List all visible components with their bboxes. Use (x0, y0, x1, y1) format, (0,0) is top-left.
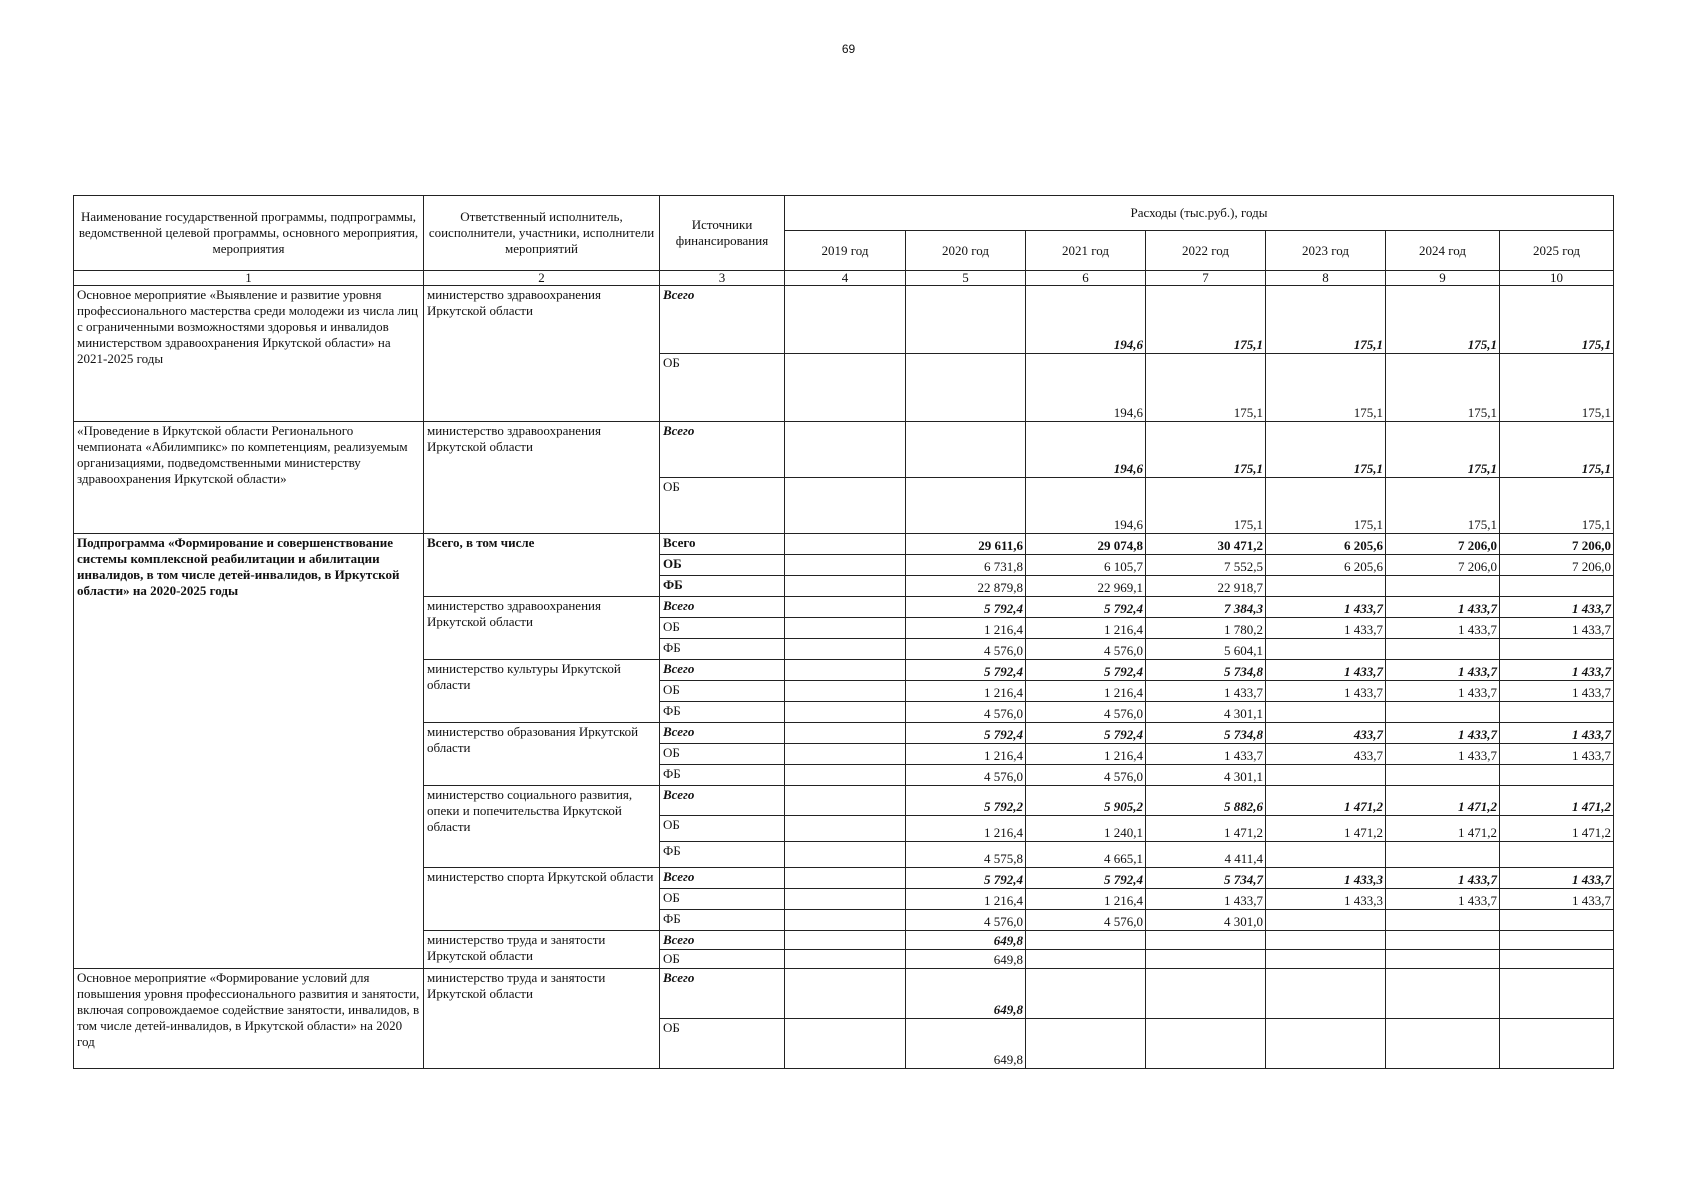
funding-source-cell: ФБ (660, 765, 785, 786)
amount-cell: 22 879,8 (906, 576, 1026, 597)
amount-cell: 4 576,0 (906, 910, 1026, 931)
column-number: 7 (1146, 271, 1266, 286)
amount-cell (785, 534, 906, 555)
funding-source-cell: ФБ (660, 576, 785, 597)
amount-cell (785, 354, 906, 422)
amount-cell (1386, 969, 1500, 1019)
amount-cell: 175,1 (1500, 478, 1614, 534)
column-number: 4 (785, 271, 906, 286)
amount-cell: 5 792,4 (1026, 723, 1146, 744)
header-year: 2019 год (785, 231, 906, 271)
amount-cell (1386, 576, 1500, 597)
amount-cell (906, 354, 1026, 422)
amount-cell: 1 433,7 (1266, 660, 1386, 681)
amount-cell: 1 471,2 (1386, 786, 1500, 816)
program-name-cell: Подпрограмма «Формирование и совершенствование системы комплексной реабилитации и абилитации инвалидов, в том числе детей-инвалидов, в Иркутской области» на 2020-2025 годы (74, 534, 424, 969)
amount-cell: 649,8 (906, 1019, 1026, 1069)
column-number: 3 (660, 271, 785, 286)
funding-source-cell: Всего (660, 597, 785, 618)
amount-cell (1386, 702, 1500, 723)
column-number: 5 (906, 271, 1026, 286)
amount-cell (1266, 702, 1386, 723)
amount-cell (1500, 765, 1614, 786)
amount-cell: 194,6 (1026, 478, 1146, 534)
amount-cell (1266, 639, 1386, 660)
column-number: 8 (1266, 271, 1386, 286)
amount-cell: 7 206,0 (1500, 555, 1614, 576)
funding-source-cell: ФБ (660, 639, 785, 660)
amount-cell: 1 433,7 (1146, 889, 1266, 910)
amount-cell: 175,1 (1266, 286, 1386, 354)
amount-cell: 5 792,4 (1026, 597, 1146, 618)
amount-cell: 1 433,7 (1500, 681, 1614, 702)
amount-cell (1266, 969, 1386, 1019)
funding-source-cell: Всего (660, 534, 785, 555)
funding-source-cell: ОБ (660, 555, 785, 576)
amount-cell: 4 575,8 (906, 842, 1026, 868)
amount-cell: 7 552,5 (1146, 555, 1266, 576)
amount-cell (1146, 950, 1266, 969)
amount-cell (785, 842, 906, 868)
amount-cell (785, 910, 906, 931)
amount-cell (785, 576, 906, 597)
amount-cell: 6 731,8 (906, 555, 1026, 576)
amount-cell (1386, 910, 1500, 931)
table-row (74, 286, 1614, 354)
amount-cell (785, 478, 906, 534)
amount-cell: 649,8 (906, 969, 1026, 1019)
amount-cell: 1 216,4 (906, 816, 1026, 842)
amount-cell (1026, 931, 1146, 950)
amount-cell: 5 905,2 (1026, 786, 1146, 816)
amount-cell (785, 422, 906, 478)
header-executor: Ответственный исполнитель, соисполнители, участники, исполнители мероприятий (424, 196, 660, 271)
budget-table-wrapper (73, 195, 1613, 1069)
amount-cell: 1 216,4 (906, 889, 1026, 910)
funding-source-cell: ОБ (660, 816, 785, 842)
amount-cell (906, 422, 1026, 478)
amount-cell (1386, 842, 1500, 868)
amount-cell: 175,1 (1500, 422, 1614, 478)
amount-cell (1500, 950, 1614, 969)
amount-cell: 175,1 (1146, 478, 1266, 534)
column-number: 10 (1500, 271, 1614, 286)
amount-cell: 4 301,0 (1146, 910, 1266, 931)
amount-cell: 5 604,1 (1146, 639, 1266, 660)
amount-cell: 4 411,4 (1146, 842, 1266, 868)
amount-cell (785, 816, 906, 842)
amount-cell: 5 792,4 (906, 597, 1026, 618)
amount-cell: 1 433,7 (1146, 681, 1266, 702)
amount-cell: 1 216,4 (1026, 618, 1146, 639)
amount-cell (1146, 1019, 1266, 1069)
funding-source-cell: Всего (660, 660, 785, 681)
funding-source-cell: Всего (660, 723, 785, 744)
column-number: 9 (1386, 271, 1500, 286)
amount-cell (785, 597, 906, 618)
amount-cell: 1 433,7 (1386, 744, 1500, 765)
amount-cell: 175,1 (1386, 422, 1500, 478)
amount-cell: 175,1 (1500, 354, 1614, 422)
amount-cell: 5 734,8 (1146, 660, 1266, 681)
amount-cell: 6 205,6 (1266, 555, 1386, 576)
amount-cell (1266, 576, 1386, 597)
amount-cell: 194,6 (1026, 354, 1146, 422)
amount-cell: 5 734,8 (1146, 723, 1266, 744)
funding-source-cell: ОБ (660, 889, 785, 910)
header-year: 2021 год (1026, 231, 1146, 271)
funding-source-cell: ОБ (660, 618, 785, 639)
funding-source-cell: ОБ (660, 744, 785, 765)
funding-source-cell: ФБ (660, 910, 785, 931)
executor-cell: министерство спорта Иркутской области (424, 868, 660, 931)
amount-cell (1386, 931, 1500, 950)
amount-cell: 30 471,2 (1146, 534, 1266, 555)
amount-cell: 1 216,4 (906, 618, 1026, 639)
amount-cell: 194,6 (1026, 286, 1146, 354)
header-year: 2023 год (1266, 231, 1386, 271)
amount-cell: 1 433,7 (1386, 660, 1500, 681)
amount-cell: 1 433,7 (1500, 868, 1614, 889)
amount-cell: 1 471,2 (1146, 816, 1266, 842)
amount-cell: 1 433,7 (1386, 618, 1500, 639)
amount-cell: 175,1 (1266, 422, 1386, 478)
amount-cell (785, 618, 906, 639)
amount-cell (1500, 639, 1614, 660)
funding-source-cell: ОБ (660, 354, 785, 422)
amount-cell: 6 105,7 (1026, 555, 1146, 576)
amount-cell (1500, 931, 1614, 950)
amount-cell: 1 433,7 (1500, 889, 1614, 910)
executor-cell: министерство социального развития, опеки и попечительства Иркутской области (424, 786, 660, 868)
amount-cell: 175,1 (1386, 354, 1500, 422)
header-year: 2020 год (906, 231, 1026, 271)
executor-cell: министерство образования Иркутской области (424, 723, 660, 786)
amount-cell: 649,8 (906, 931, 1026, 950)
amount-cell: 22 918,7 (1146, 576, 1266, 597)
amount-cell: 7 206,0 (1386, 555, 1500, 576)
table-row (74, 422, 1614, 478)
funding-source-cell: ОБ (660, 478, 785, 534)
header-year: 2025 год (1500, 231, 1614, 271)
amount-cell: 4 665,1 (1026, 842, 1146, 868)
amount-cell: 1 433,7 (1266, 597, 1386, 618)
amount-cell: 1 216,4 (906, 681, 1026, 702)
amount-cell: 175,1 (1146, 422, 1266, 478)
program-name-cell: Основное мероприятие «Выявление и развитие уровня профессионального мастерства среди молодежи из числа лиц с ограниченными возможностями здоровья и инвалидов министерством здравоохранения Иркутской области» на 2021-2025 годы (74, 286, 424, 422)
amount-cell: 175,1 (1386, 286, 1500, 354)
amount-cell: 1 433,7 (1500, 744, 1614, 765)
funding-source-cell: ОБ (660, 1019, 785, 1069)
funding-source-cell: Всего (660, 786, 785, 816)
amount-cell: 1 471,2 (1266, 786, 1386, 816)
amount-cell: 175,1 (1146, 286, 1266, 354)
amount-cell (1500, 1019, 1614, 1069)
amount-cell (785, 950, 906, 969)
amount-cell: 7 206,0 (1386, 534, 1500, 555)
amount-cell: 1 433,7 (1500, 660, 1614, 681)
amount-cell (1500, 969, 1614, 1019)
amount-cell (785, 723, 906, 744)
amount-cell (1500, 842, 1614, 868)
amount-cell: 1 471,2 (1500, 816, 1614, 842)
amount-cell: 1 433,7 (1500, 723, 1614, 744)
amount-cell: 4 576,0 (1026, 639, 1146, 660)
amount-cell (1026, 950, 1146, 969)
amount-cell: 1 433,3 (1266, 889, 1386, 910)
amount-cell: 7 384,3 (1146, 597, 1266, 618)
funding-source-cell: Всего (660, 422, 785, 478)
amount-cell (1386, 950, 1500, 969)
amount-cell (785, 639, 906, 660)
amount-cell: 5 792,4 (1026, 660, 1146, 681)
amount-cell: 4 576,0 (1026, 910, 1146, 931)
amount-cell: 1 433,7 (1386, 723, 1500, 744)
amount-cell: 7 206,0 (1500, 534, 1614, 555)
header-funding-source: Источники финансирования (660, 196, 785, 271)
executor-cell: Всего, в том числе (424, 534, 660, 597)
amount-cell (785, 744, 906, 765)
amount-cell (785, 889, 906, 910)
amount-cell (785, 1019, 906, 1069)
column-number: 2 (424, 271, 660, 286)
funding-source-cell: Всего (660, 931, 785, 950)
amount-cell (1266, 842, 1386, 868)
amount-cell: 22 969,1 (1026, 576, 1146, 597)
amount-cell: 1 433,7 (1500, 618, 1614, 639)
amount-cell: 1 433,7 (1386, 681, 1500, 702)
amount-cell: 175,1 (1266, 354, 1386, 422)
amount-cell (785, 702, 906, 723)
amount-cell (785, 868, 906, 889)
amount-cell: 4 576,0 (906, 765, 1026, 786)
amount-cell: 1 216,4 (906, 744, 1026, 765)
amount-cell (1266, 950, 1386, 969)
amount-cell: 5 792,4 (1026, 868, 1146, 889)
executor-cell: министерство здравоохранения Иркутской области (424, 286, 660, 422)
amount-cell: 1 433,7 (1386, 868, 1500, 889)
amount-cell (906, 478, 1026, 534)
funding-source-cell: Всего (660, 868, 785, 889)
amount-cell: 1 240,1 (1026, 816, 1146, 842)
amount-cell (785, 555, 906, 576)
amount-cell (1266, 1019, 1386, 1069)
amount-cell (1266, 765, 1386, 786)
amount-cell (785, 765, 906, 786)
amount-cell (906, 286, 1026, 354)
amount-cell: 4 301,1 (1146, 702, 1266, 723)
amount-cell: 1 433,3 (1266, 868, 1386, 889)
amount-cell: 5 792,4 (906, 868, 1026, 889)
amount-cell (1146, 931, 1266, 950)
amount-cell: 1 433,7 (1386, 597, 1500, 618)
amount-cell (785, 286, 906, 354)
table-row (74, 534, 1614, 555)
amount-cell: 1 216,4 (1026, 744, 1146, 765)
executor-cell: министерство труда и занятости Иркутской области (424, 931, 660, 969)
amount-cell (785, 681, 906, 702)
funding-source-cell: ФБ (660, 702, 785, 723)
amount-cell: 175,1 (1266, 478, 1386, 534)
header-year: 2024 год (1386, 231, 1500, 271)
header-program-name: Наименование государственной программы, подпрограммы, ведомственной целевой программы, основного мероприятия, мероприятия (74, 196, 424, 271)
amount-cell: 1 433,7 (1386, 889, 1500, 910)
header-year: 2022 год (1146, 231, 1266, 271)
amount-cell: 1 471,2 (1266, 816, 1386, 842)
amount-cell: 1 433,7 (1146, 744, 1266, 765)
amount-cell (1500, 702, 1614, 723)
amount-cell (1500, 910, 1614, 931)
amount-cell (785, 660, 906, 681)
amount-cell: 1 216,4 (1026, 889, 1146, 910)
table-body (74, 286, 1614, 1069)
amount-cell: 175,1 (1500, 286, 1614, 354)
amount-cell (1266, 910, 1386, 931)
amount-cell: 1 216,4 (1026, 681, 1146, 702)
amount-cell: 4 576,0 (906, 639, 1026, 660)
amount-cell: 649,8 (906, 950, 1026, 969)
amount-cell: 29 611,6 (906, 534, 1026, 555)
amount-cell: 175,1 (1386, 478, 1500, 534)
amount-cell (1386, 639, 1500, 660)
amount-cell: 4 576,0 (1026, 702, 1146, 723)
header-expenses: Расходы (тыс.руб.), годы (785, 196, 1614, 231)
amount-cell (1266, 931, 1386, 950)
amount-cell (785, 969, 906, 1019)
program-name-cell: «Проведение в Иркутской области Регионального чемпионата «Абилимпикс» по компетенциям, реализуемым организациями, подведомственными министерству здравоохранения Иркутской области» (74, 422, 424, 534)
amount-cell (1026, 1019, 1146, 1069)
executor-cell: министерство культуры Иркутской области (424, 660, 660, 723)
program-name-cell: Основное мероприятие «Формирование условий для повышения уровня профессионального развития и занятости, включая сопровождаемое содействие занятости, инвалидов, в том числе детей-инвалидов, в Иркутской области» на 2020 год (74, 969, 424, 1069)
funding-source-cell: Всего (660, 969, 785, 1019)
executor-cell: министерство здравоохранения Иркутской области (424, 422, 660, 534)
funding-source-cell: ОБ (660, 950, 785, 969)
amount-cell: 5 792,2 (906, 786, 1026, 816)
budget-table (73, 195, 1614, 1069)
funding-source-cell: ФБ (660, 842, 785, 868)
amount-cell (1500, 576, 1614, 597)
amount-cell: 4 301,1 (1146, 765, 1266, 786)
amount-cell (785, 786, 906, 816)
amount-cell: 5 792,4 (906, 660, 1026, 681)
amount-cell (1026, 969, 1146, 1019)
funding-source-cell: ОБ (660, 681, 785, 702)
amount-cell (1386, 765, 1500, 786)
amount-cell: 1 433,7 (1500, 597, 1614, 618)
amount-cell: 5 882,6 (1146, 786, 1266, 816)
amount-cell: 5 734,7 (1146, 868, 1266, 889)
amount-cell: 433,7 (1266, 744, 1386, 765)
funding-source-cell: Всего (660, 286, 785, 354)
executor-cell: министерство здравоохранения Иркутской области (424, 597, 660, 660)
amount-cell (1386, 1019, 1500, 1069)
amount-cell: 1 433,7 (1266, 618, 1386, 639)
table-row (74, 969, 1614, 1019)
amount-cell: 175,1 (1146, 354, 1266, 422)
amount-cell: 4 576,0 (906, 702, 1026, 723)
amount-cell: 6 205,6 (1266, 534, 1386, 555)
column-number: 1 (74, 271, 424, 286)
amount-cell: 4 576,0 (1026, 765, 1146, 786)
amount-cell: 433,7 (1266, 723, 1386, 744)
amount-cell: 1 433,7 (1266, 681, 1386, 702)
amount-cell (785, 931, 906, 950)
amount-cell: 5 792,4 (906, 723, 1026, 744)
page-number: 69 (841, 42, 856, 56)
column-number: 6 (1026, 271, 1146, 286)
amount-cell: 1 471,2 (1500, 786, 1614, 816)
amount-cell: 194,6 (1026, 422, 1146, 478)
amount-cell: 1 471,2 (1386, 816, 1500, 842)
amount-cell: 29 074,8 (1026, 534, 1146, 555)
amount-cell: 1 780,2 (1146, 618, 1266, 639)
amount-cell (1146, 969, 1266, 1019)
executor-cell: министерство труда и занятости Иркутской области (424, 969, 660, 1069)
